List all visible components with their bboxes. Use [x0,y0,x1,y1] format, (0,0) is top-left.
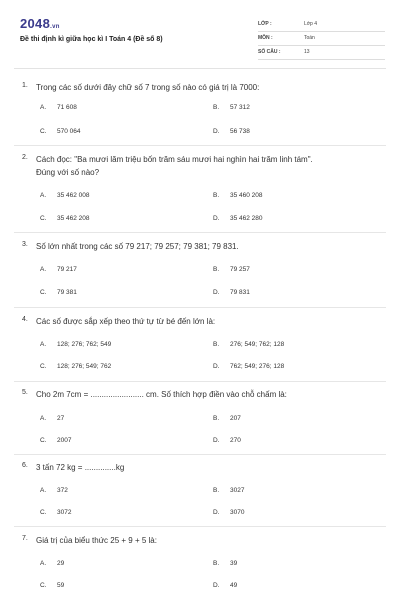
option-c[interactable]: C. 570 064 [40,128,81,135]
option-a[interactable]: A. 29 [40,560,65,567]
option-a[interactable]: A. 71 608 [40,104,77,111]
option-b[interactable]: B. 35 460 208 [213,192,263,199]
site-logo[interactable] [20,16,60,31]
option-a[interactable]: A. 128; 276; 762; 549 [40,341,112,348]
option-b[interactable]: B. 3027 [213,487,245,494]
logo-suffix: .vn [50,24,60,30]
option-c[interactable]: C. 128; 276; 549; 762 [40,363,112,370]
question-number: 5. [22,389,28,396]
option-b[interactable]: B. 39 [213,560,238,567]
question-text: Số lớn nhất trong các số 79 217; 79 257; 79 381; 79 831. [36,242,239,251]
logo-text: 2048 [20,16,51,31]
option-d[interactable]: D. 762; 549; 276; 128 [213,363,285,370]
option-c[interactable]: C. 3072 [40,509,72,516]
meta-socau-value: 13 [304,49,310,55]
meta-mon-value: Toán [304,35,315,41]
option-d[interactable]: D. 79 831 [213,289,250,296]
header-divider [14,68,386,69]
option-b[interactable]: B. 207 [213,415,241,422]
option-d[interactable]: D. 270 [213,437,241,444]
question-separator [14,381,386,382]
option-c[interactable]: C. 35 462 208 [40,215,90,222]
option-b[interactable]: B. 79 257 [213,266,250,273]
option-d[interactable]: D. 35 462 280 [213,215,263,222]
question-separator [14,307,386,308]
option-b[interactable]: B. 57 312 [213,104,250,111]
question-number: 7. [22,535,28,542]
option-c[interactable]: C. 79 381 [40,289,77,296]
question-number: 2. [22,154,28,161]
meta-lop-value: Lớp 4 [304,21,318,27]
question-text: Các số được sắp xếp theo thứ tự từ bé đến lớn là: [36,317,216,326]
meta-mon-label: MÔN : [258,35,273,41]
question-separator [14,526,386,527]
question-number: 4. [22,316,28,323]
option-a[interactable]: A. 27 [40,415,65,422]
question-text-line2: Đúng với số nào? [36,168,100,177]
option-c[interactable]: C. 2007 [40,437,72,444]
option-a[interactable]: A. 79 217 [40,266,77,273]
option-a[interactable]: A. 372 [40,487,68,494]
option-d[interactable]: D. 3070 [213,509,245,516]
meta-mon [258,32,385,46]
option-d[interactable]: D. 56 738 [213,128,250,135]
meta-socau-label: SỐ CÂU : [258,49,281,55]
document-title: Đề thi định kì giữa học kì I Toán 4 (Đề số 8) [20,36,163,43]
option-c[interactable]: C. 59 [40,582,65,589]
question-text: 3 tấn 72 kg = ..............kg [36,463,125,472]
question-separator [14,454,386,455]
question-text: Giá trị của biểu thức 25 + 9 + 5 là: [36,536,157,545]
question-separator [14,232,386,233]
option-d[interactable]: D. 49 [213,582,238,589]
question-text: Cách đọc: "Ba mươi lăm triệu bốn trăm sáu mươi hai nghìn hai trăm linh tám". [36,155,313,164]
meta-lop-label: LỚP : [258,21,272,27]
document-header [20,16,385,64]
question-text: Trong các số dưới đây chữ số 7 trong số nào có giá trị là 7000: [36,83,260,92]
option-b[interactable]: B. 276; 549; 762; 128 [213,341,285,348]
meta-socau [258,46,385,60]
question-number: 1. [22,82,28,89]
question-text: Cho 2m 7cm = ........................ cm. Số thích hợp điền vào chỗ chấm là: [36,390,287,399]
meta-lop [258,18,385,32]
question-number: 6. [22,462,28,469]
question-separator [14,145,386,146]
option-a[interactable]: A. 35 462 008 [40,192,90,199]
question-number: 3. [22,241,28,248]
